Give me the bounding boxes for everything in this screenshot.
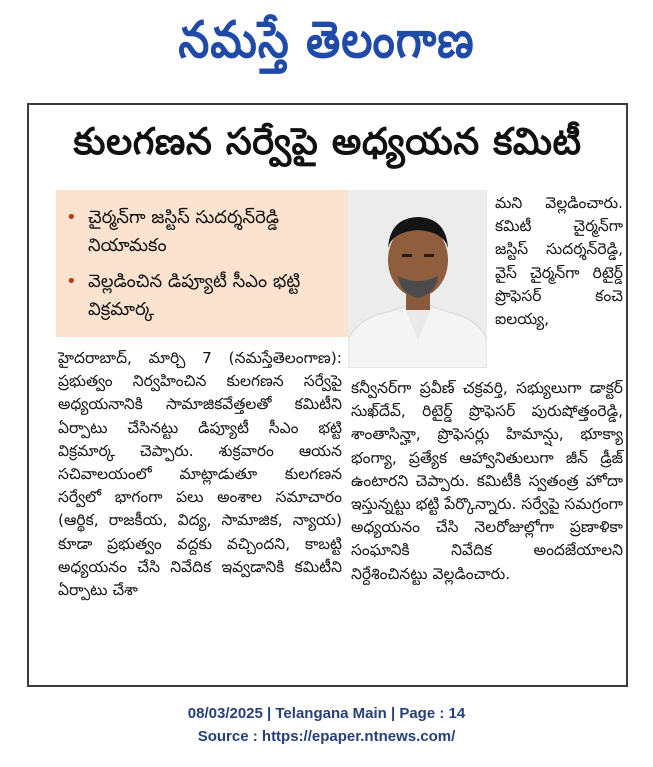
person-icon — [348, 190, 487, 368]
highlight-text: వెల్లడించిన డిప్యూటీ సీఎం భట్టి విక్రమార్క — [88, 271, 301, 320]
publication-info: 08/03/2025 | Telangana Main | Page : 14 — [187, 705, 466, 722]
article-body-right-bottom: కన్వీనర్‌గా ప్రవీణ్ చక్రవర్తి, సభ్యులుగా డాక్టర్ సుఖ్‌దేవ్, రిటైర్డ్ ప్రొఫెసర్ పురుషోత్తంరెడ్డి, శాంతాసిన్హా, ప్రొఫెసర్లు హిమాన్షు, భూక్యా భంగ్యా, ప్రత్యేక ఆహ్వానితులుగా జీన్ డ్రీజ్ ఉంటారని చెప్పారు. కమిటీకి స్వతంత్ర హోదా ఇస్తున్నట్టు భట్టి పేర్కొన్నారు. సర్వేపై సమగ్రంగా అధ్యయనం చేసి నెలరోజుల్లోగా ప్రణాళికా సంఘానికి నివేదిక అందజేయాలని నిర్దేశించినట్టు వెల్లడించారు. — [351, 379, 623, 583]
article-body-left: హైదరాబాద్, మార్చి 7 (నమస్తేతెలంగాణ): ప్రభుత్వం నిర్వహించిన కులగణన సర్వేపై అధ్యయనానికి సామాజికవేత్తలతో కమిటీని ఏర్పాటు చేసినట్టు డిప్యూటీ సీఎం భట్టి విక్రమార్క చెప్పారు. శుక్రవారం ఆయన సచివాలయంలో మాట్లాడుతూ కులగణన సర్వేలో భాగంగా పలు అంశాల సమాచారం (ఆర్థిక, రాజకీయ, విద్య, సామాజిక, న్యాయ) కూడా ప్రభుత్వం వద్దకు వచ్చిందని, కాబట్టి అధ్యయనం చేసి నివేదిక ఇవ్వడానికి కమిటీని ఏర్పాటు చేశా — [58, 349, 342, 600]
highlight-item — [66, 204, 336, 260]
bullet-icon: • — [66, 207, 77, 228]
newspaper-title: నమస్తే తెలంగాణ — [178, 11, 475, 70]
news-clipping — [27, 103, 628, 687]
portrait-photo — [348, 190, 487, 368]
article-headline: కులగణన సర్వేపై అధ్యయన కమిటీ — [73, 120, 582, 163]
highlight-text: చైర్మన్‌గా జస్టిస్ సుదర్శన్‌రెడ్డి నియామకం — [88, 207, 280, 256]
highlights-box — [56, 190, 348, 337]
source-link[interactable]: Source : https://epaper.ntnews.com/ — [197, 728, 456, 745]
masthead — [0, 6, 653, 76]
highlight-item — [66, 268, 336, 324]
bullet-icon: • — [66, 271, 77, 292]
article-body-right-top: మని వెల్లడించారు. కమిటీ చైర్మన్‌గా జస్టిస్ సుదర్శన్‌రెడ్డి, వైస్ చైర్మన్‌గా రిటైర్డ్ ప్రొఫెసర్ కంచె ఐలయ్య, — [495, 194, 623, 329]
